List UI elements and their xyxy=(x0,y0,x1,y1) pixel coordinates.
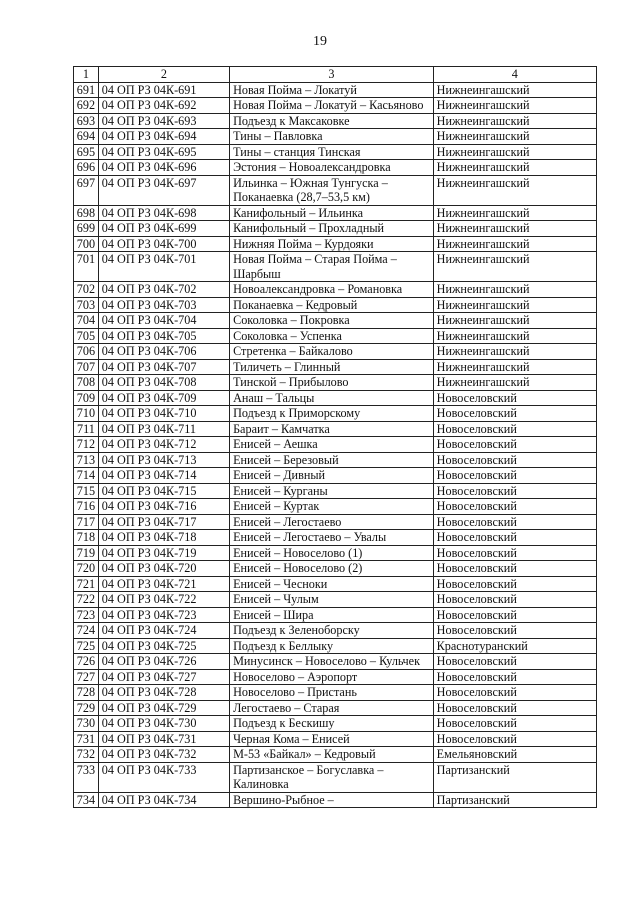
road-name: Тины – Павловка xyxy=(230,129,434,145)
row-number: 696 xyxy=(74,160,99,176)
table-row xyxy=(74,252,597,282)
district-name: Нижнеингашский xyxy=(433,98,596,114)
district-name: Новоселовский xyxy=(433,607,596,623)
district-name: Новоселовский xyxy=(433,421,596,437)
road-code: 04 ОП РЗ 04К-693 xyxy=(98,113,229,129)
column-header-code: 2 xyxy=(98,67,229,83)
road-name: Новоселово – Пристань xyxy=(230,685,434,701)
row-number: 701 xyxy=(74,252,99,282)
table-row xyxy=(74,499,597,515)
table-row xyxy=(74,344,597,360)
table-row xyxy=(74,452,597,468)
road-name: Партизанское – Богуславка – Калиновка xyxy=(230,762,434,792)
row-number: 697 xyxy=(74,175,99,205)
district-name: Нижнеингашский xyxy=(433,344,596,360)
district-name: Новоселовский xyxy=(433,561,596,577)
row-number: 723 xyxy=(74,607,99,623)
row-number: 728 xyxy=(74,685,99,701)
district-name: Новоселовский xyxy=(433,468,596,484)
row-number: 714 xyxy=(74,468,99,484)
district-name: Новоселовский xyxy=(433,576,596,592)
table-row xyxy=(74,592,597,608)
district-name: Нижнеингашский xyxy=(433,375,596,391)
road-code: 04 ОП РЗ 04К-694 xyxy=(98,129,229,145)
district-name: Новоселовский xyxy=(433,623,596,639)
district-name: Нижнеингашский xyxy=(433,82,596,98)
road-name: Подъезд к Максаковке xyxy=(230,113,434,129)
road-code: 04 ОП РЗ 04К-692 xyxy=(98,98,229,114)
row-number: 726 xyxy=(74,654,99,670)
district-name: Партизанский xyxy=(433,792,596,808)
road-name: Ильинка – Южная Тунгуска – Поканаевка (28,7–53,5 км) xyxy=(230,175,434,205)
table-row xyxy=(74,716,597,732)
column-header-number: 1 xyxy=(74,67,99,83)
table-row xyxy=(74,375,597,391)
row-number: 709 xyxy=(74,390,99,406)
road-code: 04 ОП РЗ 04К-731 xyxy=(98,731,229,747)
row-number: 708 xyxy=(74,375,99,391)
table-row xyxy=(74,654,597,670)
road-code: 04 ОП РЗ 04К-695 xyxy=(98,144,229,160)
district-name: Нижнеингашский xyxy=(433,328,596,344)
table-row xyxy=(74,236,597,252)
table-row xyxy=(74,328,597,344)
row-number: 721 xyxy=(74,576,99,592)
road-name: Новоалександровка – Романовка xyxy=(230,282,434,298)
row-number: 729 xyxy=(74,700,99,716)
road-code: 04 ОП РЗ 04К-734 xyxy=(98,792,229,808)
table-row xyxy=(74,669,597,685)
road-name: Черная Кома – Енисей xyxy=(230,731,434,747)
row-number: 702 xyxy=(74,282,99,298)
table-row xyxy=(74,483,597,499)
table-row xyxy=(74,359,597,375)
row-number: 707 xyxy=(74,359,99,375)
road-code: 04 ОП РЗ 04К-704 xyxy=(98,313,229,329)
road-code: 04 ОП РЗ 04К-727 xyxy=(98,669,229,685)
column-header-name: 3 xyxy=(230,67,434,83)
row-number: 694 xyxy=(74,129,99,145)
road-name: Енисей – Шира xyxy=(230,607,434,623)
road-name: Тины – станция Тинская xyxy=(230,144,434,160)
row-number: 713 xyxy=(74,452,99,468)
district-name: Нижнеингашский xyxy=(433,129,596,145)
road-code: 04 ОП РЗ 04К-717 xyxy=(98,514,229,530)
district-name: Новоселовский xyxy=(433,545,596,561)
row-number: 698 xyxy=(74,205,99,221)
district-name: Новоселовский xyxy=(433,592,596,608)
road-name: Нижняя Пойма – Курдояки xyxy=(230,236,434,252)
table-row xyxy=(74,437,597,453)
road-name: Тиличеть – Глинный xyxy=(230,359,434,375)
table-row xyxy=(74,530,597,546)
row-number: 700 xyxy=(74,236,99,252)
road-name: Енисей – Новоселово (2) xyxy=(230,561,434,577)
table-header-row xyxy=(74,67,597,83)
row-number: 734 xyxy=(74,792,99,808)
district-name: Нижнеингашский xyxy=(433,282,596,298)
road-name: Вершино-Рыбное – xyxy=(230,792,434,808)
district-name: Нижнеингашский xyxy=(433,144,596,160)
table-row xyxy=(74,129,597,145)
row-number: 719 xyxy=(74,545,99,561)
row-number: 710 xyxy=(74,406,99,422)
road-name: Енисей – Новоселово (1) xyxy=(230,545,434,561)
road-name: Енисей – Березовый xyxy=(230,452,434,468)
table-row xyxy=(74,160,597,176)
district-name: Краснотуранский xyxy=(433,638,596,654)
road-name: Новая Пойма – Локатуй – Касьяново xyxy=(230,98,434,114)
row-number: 718 xyxy=(74,530,99,546)
row-number: 731 xyxy=(74,731,99,747)
road-code: 04 ОП РЗ 04К-715 xyxy=(98,483,229,499)
table-row xyxy=(74,221,597,237)
road-name: Енисей – Чесноки xyxy=(230,576,434,592)
road-name: Подъезд к Зеленоборску xyxy=(230,623,434,639)
district-name: Нижнеингашский xyxy=(433,205,596,221)
road-code: 04 ОП РЗ 04К-723 xyxy=(98,607,229,623)
table-row xyxy=(74,792,597,808)
row-number: 717 xyxy=(74,514,99,530)
road-code: 04 ОП РЗ 04К-714 xyxy=(98,468,229,484)
row-number: 727 xyxy=(74,669,99,685)
road-code: 04 ОП РЗ 04К-700 xyxy=(98,236,229,252)
row-number: 716 xyxy=(74,499,99,515)
row-number: 730 xyxy=(74,716,99,732)
road-name: Бараит – Камчатка xyxy=(230,421,434,437)
row-number: 711 xyxy=(74,421,99,437)
road-name: Новая Пойма – Локатуй xyxy=(230,82,434,98)
table-row xyxy=(74,514,597,530)
district-name: Новоселовский xyxy=(433,390,596,406)
district-name: Новоселовский xyxy=(433,530,596,546)
table-row xyxy=(74,700,597,716)
road-name: Енисей – Куртак xyxy=(230,499,434,515)
district-name: Партизанский xyxy=(433,762,596,792)
table-row xyxy=(74,390,597,406)
road-code: 04 ОП РЗ 04К-721 xyxy=(98,576,229,592)
row-number: 703 xyxy=(74,297,99,313)
road-name: Тинской – Прибылово xyxy=(230,375,434,391)
road-name: Новоселово – Аэропорт xyxy=(230,669,434,685)
table-row xyxy=(74,282,597,298)
table-row xyxy=(74,685,597,701)
district-name: Нижнеингашский xyxy=(433,236,596,252)
road-code: 04 ОП РЗ 04К-691 xyxy=(98,82,229,98)
road-name: Енисей – Дивный xyxy=(230,468,434,484)
table-row xyxy=(74,638,597,654)
table-row xyxy=(74,576,597,592)
road-code: 04 ОП РЗ 04К-730 xyxy=(98,716,229,732)
road-code: 04 ОП РЗ 04К-724 xyxy=(98,623,229,639)
road-code: 04 ОП РЗ 04К-718 xyxy=(98,530,229,546)
district-name: Новоселовский xyxy=(433,654,596,670)
road-name: Енисей – Чулым xyxy=(230,592,434,608)
row-number: 695 xyxy=(74,144,99,160)
district-name: Новоселовский xyxy=(433,669,596,685)
road-code: 04 ОП РЗ 04К-708 xyxy=(98,375,229,391)
district-name: Нижнеингашский xyxy=(433,175,596,205)
road-code: 04 ОП РЗ 04К-701 xyxy=(98,252,229,282)
road-name: Подъезд к Бескишу xyxy=(230,716,434,732)
row-number: 706 xyxy=(74,344,99,360)
row-number: 693 xyxy=(74,113,99,129)
table-row xyxy=(74,545,597,561)
road-name: Енисей – Легостаево – Увалы xyxy=(230,530,434,546)
row-number: 732 xyxy=(74,747,99,763)
row-number: 691 xyxy=(74,82,99,98)
district-name: Нижнеингашский xyxy=(433,160,596,176)
district-name: Емельяновский xyxy=(433,747,596,763)
road-code: 04 ОП РЗ 04К-722 xyxy=(98,592,229,608)
road-code: 04 ОП РЗ 04К-711 xyxy=(98,421,229,437)
road-code: 04 ОП РЗ 04К-712 xyxy=(98,437,229,453)
road-code: 04 ОП РЗ 04К-707 xyxy=(98,359,229,375)
table-row xyxy=(74,607,597,623)
district-name: Новоселовский xyxy=(433,685,596,701)
district-name: Нижнеингашский xyxy=(433,113,596,129)
district-name: Новоселовский xyxy=(433,700,596,716)
road-name: Енисей – Аешка xyxy=(230,437,434,453)
table-row xyxy=(74,175,597,205)
table-row xyxy=(74,144,597,160)
row-number: 712 xyxy=(74,437,99,453)
table-row xyxy=(74,468,597,484)
table-row xyxy=(74,406,597,422)
road-name: Канифольный – Ильинка xyxy=(230,205,434,221)
table-row xyxy=(74,82,597,98)
road-code: 04 ОП РЗ 04К-705 xyxy=(98,328,229,344)
road-name: Подъезд к Беллыку xyxy=(230,638,434,654)
district-name: Новоселовский xyxy=(433,731,596,747)
page-number: 19 xyxy=(313,34,327,49)
road-code: 04 ОП РЗ 04К-703 xyxy=(98,297,229,313)
table-row xyxy=(74,98,597,114)
table-row xyxy=(74,623,597,639)
road-name: Новая Пойма – Старая Пойма – Шарбыш xyxy=(230,252,434,282)
row-number: 704 xyxy=(74,313,99,329)
row-number: 733 xyxy=(74,762,99,792)
table-row xyxy=(74,731,597,747)
road-name: Минусинск – Новоселово – Кульчек xyxy=(230,654,434,670)
road-name: Енисей – Курганы xyxy=(230,483,434,499)
district-name: Нижнеингашский xyxy=(433,313,596,329)
road-name: Анаш – Тальцы xyxy=(230,390,434,406)
road-code: 04 ОП РЗ 04К-725 xyxy=(98,638,229,654)
road-name: Канифольный – Прохладный xyxy=(230,221,434,237)
row-number: 699 xyxy=(74,221,99,237)
district-name: Нижнеингашский xyxy=(433,297,596,313)
district-name: Новоселовский xyxy=(433,499,596,515)
table-row xyxy=(74,313,597,329)
road-code: 04 ОП РЗ 04К-697 xyxy=(98,175,229,205)
row-number: 724 xyxy=(74,623,99,639)
district-name: Новоселовский xyxy=(433,514,596,530)
district-name: Нижнеингашский xyxy=(433,221,596,237)
road-name: Подъезд к Приморскому xyxy=(230,406,434,422)
road-name: Енисей – Легостаево xyxy=(230,514,434,530)
road-name: Легостаево – Старая xyxy=(230,700,434,716)
district-name: Нижнеингашский xyxy=(433,359,596,375)
road-code: 04 ОП РЗ 04К-696 xyxy=(98,160,229,176)
road-code: 04 ОП РЗ 04К-702 xyxy=(98,282,229,298)
road-code: 04 ОП РЗ 04К-699 xyxy=(98,221,229,237)
table-row xyxy=(74,762,597,792)
road-name: Эстония – Новоалександровка xyxy=(230,160,434,176)
row-number: 705 xyxy=(74,328,99,344)
row-number: 715 xyxy=(74,483,99,499)
road-code: 04 ОП РЗ 04К-728 xyxy=(98,685,229,701)
table-row xyxy=(74,297,597,313)
road-code: 04 ОП РЗ 04К-720 xyxy=(98,561,229,577)
road-code: 04 ОП РЗ 04К-733 xyxy=(98,762,229,792)
road-code: 04 ОП РЗ 04К-716 xyxy=(98,499,229,515)
road-name: Соколовка – Покровка xyxy=(230,313,434,329)
road-register-table xyxy=(73,66,597,808)
table-row xyxy=(74,205,597,221)
row-number: 692 xyxy=(74,98,99,114)
district-name: Новоселовский xyxy=(433,452,596,468)
district-name: Новоселовский xyxy=(433,483,596,499)
row-number: 722 xyxy=(74,592,99,608)
row-number: 720 xyxy=(74,561,99,577)
road-name: Соколовка – Успенка xyxy=(230,328,434,344)
road-code: 04 ОП РЗ 04К-719 xyxy=(98,545,229,561)
road-code: 04 ОП РЗ 04К-698 xyxy=(98,205,229,221)
district-name: Новоселовский xyxy=(433,437,596,453)
table-row xyxy=(74,421,597,437)
road-code: 04 ОП РЗ 04К-706 xyxy=(98,344,229,360)
district-name: Новоселовский xyxy=(433,716,596,732)
road-code: 04 ОП РЗ 04К-710 xyxy=(98,406,229,422)
road-code: 04 ОП РЗ 04К-732 xyxy=(98,747,229,763)
district-name: Нижнеингашский xyxy=(433,252,596,282)
road-code: 04 ОП РЗ 04К-709 xyxy=(98,390,229,406)
road-name: Стретенка – Байкалово xyxy=(230,344,434,360)
table-row xyxy=(74,561,597,577)
road-name: Поканаевка – Кедровый xyxy=(230,297,434,313)
road-code: 04 ОП РЗ 04К-729 xyxy=(98,700,229,716)
road-name: М-53 «Байкал» – Кедровый xyxy=(230,747,434,763)
row-number: 725 xyxy=(74,638,99,654)
table-row xyxy=(74,747,597,763)
road-code: 04 ОП РЗ 04К-726 xyxy=(98,654,229,670)
table-row xyxy=(74,113,597,129)
road-code: 04 ОП РЗ 04К-713 xyxy=(98,452,229,468)
column-header-district: 4 xyxy=(433,67,596,83)
district-name: Новоселовский xyxy=(433,406,596,422)
